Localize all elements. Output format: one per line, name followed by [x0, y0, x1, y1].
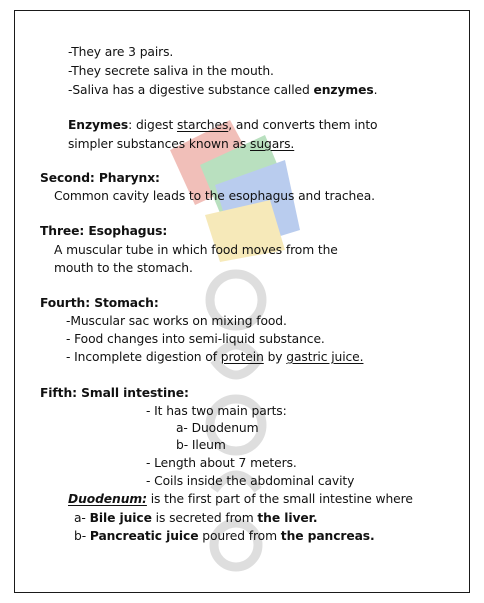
- small-intestine-part-a: a- Duodenum: [176, 421, 259, 435]
- enzymes-line-1: Enzymes: digest starches, and converts them into: [68, 118, 378, 132]
- salivary-line-1: -They are 3 pairs.: [68, 45, 174, 59]
- duodenum-definition: Duodenum: is the first part of the small intestine where: [68, 492, 413, 506]
- stomach-line-2: - Food changes into semi-liquid substance.: [66, 332, 325, 346]
- small-intestine-bullet-3: - Coils inside the abdominal cavity: [146, 474, 355, 488]
- small-intestine-heading: Fifth: Small intestine:: [40, 386, 189, 400]
- duodenum-point-a: a- Bile juice is secreted from the liver.: [74, 511, 318, 525]
- stomach-line-3: - Incomplete digestion of protein by gastric juice.: [66, 350, 364, 364]
- stomach-heading: Fourth: Stomach:: [40, 296, 159, 310]
- salivary-line-2: -They secrete saliva in the mouth.: [68, 64, 274, 78]
- salivary-line-3: -Saliva has a digestive substance called enzymes.: [68, 83, 378, 97]
- enzymes-line-2: simpler substances known as sugars.: [68, 137, 295, 151]
- duodenum-point-b: b- Pancreatic juice poured from the pancreas.: [74, 529, 375, 543]
- pharynx-text: Common cavity leads to the esophagus and trachea.: [54, 189, 375, 203]
- stomach-line-1: -Muscular sac works on mixing food.: [66, 314, 287, 328]
- small-intestine-bullet-2: - Length about 7 meters.: [146, 456, 297, 470]
- esophagus-line-1: A muscular tube in which food moves from the: [54, 243, 338, 257]
- small-intestine-part-b: b- Ileum: [176, 438, 226, 452]
- esophagus-line-2: mouth to the stomach.: [54, 261, 193, 275]
- pharynx-heading: Second: Pharynx:: [40, 171, 160, 185]
- small-intestine-bullet-1: - It has two main parts:: [146, 404, 287, 418]
- esophagus-heading: Three: Esophagus:: [40, 224, 168, 238]
